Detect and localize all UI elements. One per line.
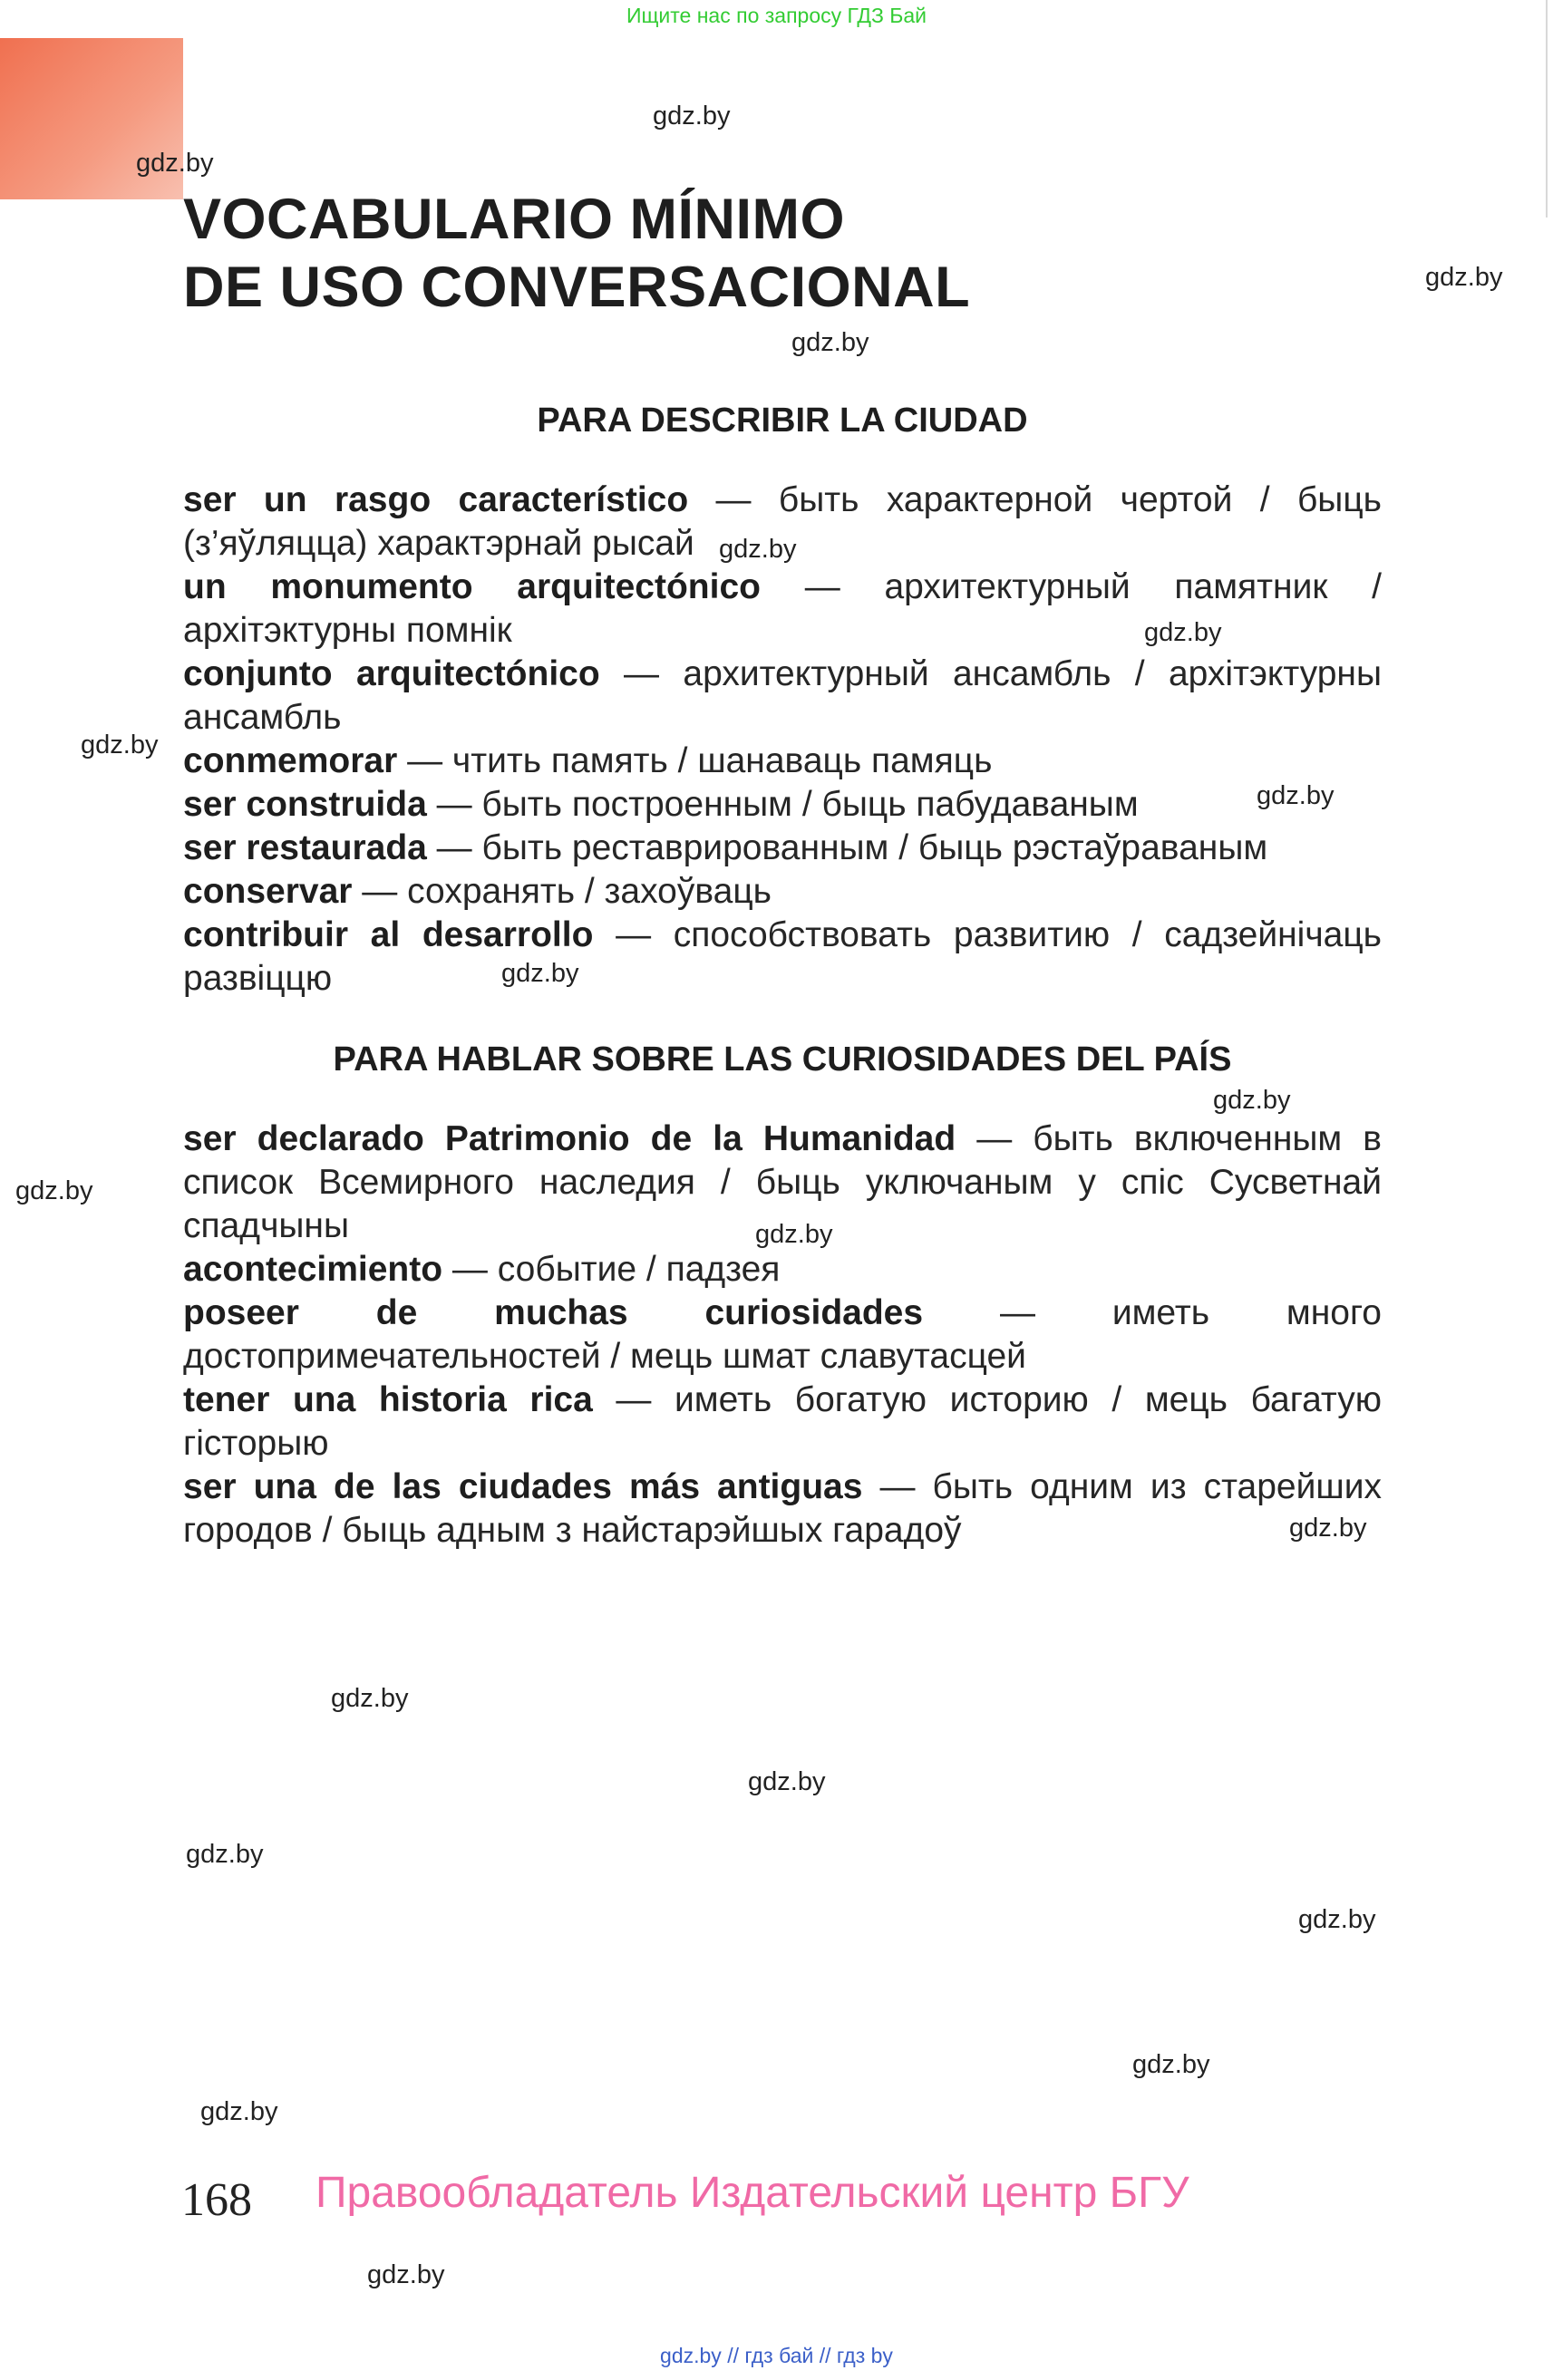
watermark: gdz.by	[200, 2097, 278, 2126]
vocab-term: acontecimiento	[183, 1250, 443, 1289]
watermark: gdz.by	[791, 328, 869, 357]
vocab-item	[183, 1117, 1382, 1248]
footer-links[interactable]: gdz.by // гдз бай // гдз by	[660, 2344, 893, 2367]
vocab-translation: — архитектурный памятник / архітэктурны помнік	[183, 567, 1382, 650]
vocab-term: tener una historia rica	[183, 1380, 593, 1419]
vocab-term: ser construida	[183, 785, 427, 824]
watermark: gdz.by	[331, 1684, 409, 1713]
watermark: gdz.by	[1425, 263, 1503, 292]
watermark: gdz.by	[15, 1176, 93, 1205]
watermark: gdz.by	[81, 730, 159, 759]
vocab-term: conservar	[183, 872, 353, 911]
vocab-translation: — быть включенным в список Всемирного наследия / быць уключаным у спіс Сусветнай спадчыны	[183, 1119, 1382, 1245]
vocab-item	[183, 783, 1382, 827]
vocab-item	[183, 566, 1382, 653]
vocab-item	[183, 827, 1382, 870]
vocab-translation: — архитектурный ансамбль / архітэктурны ансамбль	[183, 654, 1382, 737]
vocab-item	[183, 479, 1382, 566]
vocab-term: conmemorar	[183, 741, 398, 780]
section-heading-curiosities: PARA HABLAR SOBRE LAS CURIOSIDADES DEL PAÍS	[333, 1040, 1232, 1079]
section-heading-city: PARA DESCRIBIR LA CIUDAD	[537, 402, 1028, 440]
search-hint-link[interactable]: Ищите нас по запросу ГДЗ Бай	[626, 4, 927, 27]
vocab-translation: — быть одним из старейших городов / быць адным з найстарэйшых гарадоў	[183, 1467, 1382, 1550]
vocab-translation: — иметь много достопримечательностей / мець шмат славутасцей	[183, 1293, 1382, 1376]
vocab-translation: — быть реставрированным / быць рэстаўраваным	[426, 828, 1268, 867]
vocab-term: ser una de las ciudades más antiguas	[183, 1467, 863, 1506]
page-number: 168	[181, 2174, 252, 2226]
vocab-translation: — быть характерной чертой / быць (з’яўляцца) характэрнай рысай	[183, 480, 1382, 563]
rights-holder: Правообладатель Издательский центр БГУ	[315, 2169, 1189, 2217]
vocab-item	[183, 653, 1382, 740]
vocab-item	[183, 1466, 1382, 1553]
watermark: gdz.by	[1289, 1514, 1367, 1543]
title-line-2: DE USO CONVERSACIONAL	[183, 256, 971, 319]
vocab-translation: — событие / падзея	[442, 1250, 781, 1289]
vocab-translation: — быть построенным / быць пабудаваным	[426, 785, 1139, 824]
vocab-item	[183, 1248, 1382, 1292]
vocab-term: un monumento arquitectónico	[183, 567, 761, 606]
watermark: gdz.by	[755, 1220, 833, 1249]
vocab-list-curiosities	[183, 1117, 1382, 1553]
title-line-1: VOCABULARIO MÍNIMO	[183, 188, 845, 251]
vocab-item	[183, 1379, 1382, 1466]
vocab-term: ser declarado Patrimonio de la Humanidad	[183, 1119, 956, 1158]
watermark: gdz.by	[136, 149, 214, 178]
watermark: gdz.by	[1144, 618, 1222, 647]
vocab-term: poseer de muchas curiosidades	[183, 1293, 924, 1332]
vocab-term: contribuir al desarrollo	[183, 915, 594, 954]
page-edge-rule	[1546, 0, 1548, 218]
vocab-term: ser restaurada	[183, 828, 427, 867]
vocab-item	[183, 870, 1382, 914]
watermark: gdz.by	[719, 535, 797, 564]
watermark: gdz.by	[501, 959, 579, 988]
vocab-item	[183, 914, 1382, 1001]
vocab-translation: — чтить память / шанаваць памяць	[397, 741, 993, 780]
watermark: gdz.by	[186, 1840, 264, 1869]
page-title	[183, 186, 970, 322]
vocab-term: ser un rasgo característico	[183, 480, 689, 519]
vocab-translation: — сохранять / захоўваць	[352, 872, 772, 911]
vocab-item	[183, 740, 1382, 783]
watermark: gdz.by	[653, 102, 731, 131]
watermark: gdz.by	[367, 2260, 445, 2289]
watermark: gdz.by	[748, 1767, 826, 1796]
vocab-translation: — способствовать развитию / садзейнічаць развіццю	[183, 915, 1382, 998]
vocab-list-city	[183, 479, 1382, 1001]
vocab-term: conjunto arquitectónico	[183, 654, 600, 693]
watermark: gdz.by	[1298, 1905, 1376, 1934]
watermark: gdz.by	[1257, 781, 1335, 810]
vocab-item	[183, 1292, 1382, 1379]
vocab-translation: — иметь богатую историю / мець багатую гісторыю	[183, 1380, 1382, 1463]
watermark: gdz.by	[1213, 1086, 1291, 1115]
watermark: gdz.by	[1132, 2050, 1210, 2079]
